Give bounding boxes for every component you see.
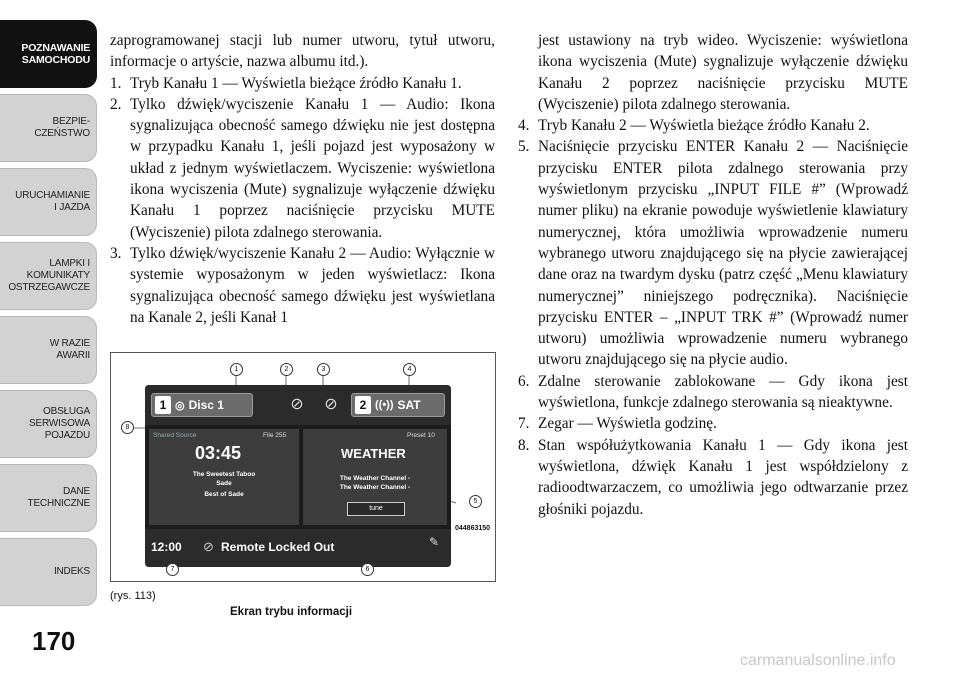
tab-lampki-i-komunikaty[interactable]: LAMPKI I KOMUNIKATY OSTRZEGAWCZE [0,242,97,310]
item-text: Naciśnięcie przycisku ENTER Kanału 2 — Naciśnięcie przycisku ENTER pilota zdalnego sterowania przy wyświetlonym przycisku „INPUT FILE #” (Wprowadź numer pliku) na ekranie powoduje wyświetlenie klawiatury numerycznej, która umożliwia wprowadzenie numeru wybranego utworu znajdującego się na płycie zawierającej dane oraz na twardym dysku (patrz część „Menu klawiatury numerycznej” niniejszego podręcznika). Naciśnięcie przycisku ENTER – „INPUT TRK #” (Wprowadź numer utworu) umożliwia wprowadzenie numeru wybranego utworu znajdującego się na płycie audio. [538,138,908,369]
item-number: 2. [110,95,122,113]
item-number: 7. [518,415,530,433]
left-column [110,30,495,328]
item-text: Tylko dźwięk/wyciszenie Kanału 1 — Audio: Ikona sygnalizująca obecność samego dźwięku nie jest dostępna w przypadku Kanału 1, jeśli pojazd jest wyposażony w układ z jednym wyświetlaczem. Wyciszenie: wyświetlona ikona wyciszenia (Mute) sygnalizuje wyłączenie dźwięku Kanału 1 poprzez naciśnięcie przycisku MUTE (Wyciszenie) pilota zdalnego sterowania. [130,95,495,241]
file-number: File 255 [263,432,287,439]
list-item [110,243,495,328]
song-title: The Sweetest Taboo [192,471,256,478]
item-text: Tylko dźwięk/wyciszenie Kanału 2 — Audio: Wyłącznie w systemie wyposażonym w jeden wyświetlacz: Ikona sygnalizująca obecność samego dźwięku jest wyświetlana na Kanale 2, jeśli Kanał 1 [130,244,495,326]
channel1-number: 1 [155,396,171,414]
tab-uruchamianie-i-jazda[interactable]: URUCHAMIANIE I JAZDA [0,168,97,236]
tab-bezpieczenstwo[interactable]: BEZPIE- CZEŃSTWO [0,94,97,162]
tab-dane-techniczne[interactable]: DANE TECHNICZNE [0,464,97,532]
right-column [518,30,908,520]
list-item [518,136,908,370]
channel1-mute-icon: ⊘ [290,396,304,413]
shared-source-label: Shared Source [153,432,197,439]
channel2-panel [303,429,447,525]
list-item [518,413,908,434]
preset-number: Preset 10 [407,432,435,439]
list-item [518,371,908,414]
channel2-number: 2 [355,396,371,414]
callout-4: 4 [403,363,416,376]
list-item [518,115,908,136]
callout-5: 5 [469,495,482,508]
channel1-mode-button[interactable] [151,393,253,417]
share-status-icon: ✎ [429,535,440,549]
channel2-mute-icon: ⊘ [324,396,338,413]
elapsed-time: 03:45 [195,443,242,463]
display-screen [145,385,451,567]
item-number: 1. [110,74,122,92]
figure-caption: Ekran trybu informacji [230,606,353,618]
channel1-source: Disc 1 [188,398,224,412]
intro-paragraph: zaprogramowanej stacji lub numer utworu, tytuł utworu, informacje o artyście, nazwa albumu itd.). [110,32,495,71]
page-number: 170 [32,626,76,656]
callout-8: 8 [121,421,134,434]
satellite-icon: ((•)) [375,399,394,411]
station-line-2: The Weather Channel - [339,484,411,491]
channel2-mode-button[interactable] [351,393,445,417]
tab-obsluga-serwisowa[interactable]: OBSŁUGA SERWISOWA POJAZDU [0,390,97,458]
item-number: 5. [518,138,530,156]
item-text: Stan współużytkowania Kanału 1 — Gdy ikona jest wyświetlona, dźwięk Kanału 1 jest współdzielony z radioodtwarzaczem, co umożliwia jego odtwarzanie przez głośniki pojazdu. [538,436,908,518]
tab-indeks[interactable]: INDEKS [0,538,97,606]
song-artist: Sade [216,480,232,487]
song-album: Best of Sade [204,491,244,498]
station-name: WEATHER [341,446,406,461]
channel2-source: SAT [397,398,421,412]
part-number: 044863150 [455,525,491,532]
clock: 12:00 [151,540,182,554]
remote-locked-icon: ⊘ [203,539,214,554]
item-text: Tryb Kanału 1 — Wyświetla bieżące źródło Kanału 1. [130,74,462,92]
item-text: Tryb Kanału 2 — Wyświetla bieżące źródło Kanału 2. [538,117,870,135]
item-number: 8. [518,436,530,454]
item-text: Zdalne sterowanie zablokowane — Gdy ikona jest wyświetlona, funkcje zdalnego sterowania są nieaktywne. [538,372,908,412]
list-item [110,73,495,94]
watermark: carmanualsonline.info [740,652,896,669]
callout-3: 3 [317,363,330,376]
callout-7: 7 [166,563,179,576]
remote-locked-text: Remote Locked Out [221,540,335,554]
item-number: 6. [518,372,530,390]
tab-poznawanie-samochodu[interactable]: POZNAWANIE SAMOCHODU [0,20,97,88]
tune-button[interactable]: tune [347,502,405,516]
screen-bottom-bar [145,529,451,567]
list-item [518,435,908,520]
callout-6: 6 [361,563,374,576]
channel1-panel [149,429,299,525]
item-text: Zegar — Wyświetla godzinę. [538,415,717,433]
callout-1: 1 [230,363,243,376]
list-item [110,94,495,243]
item-number: 4. [518,117,530,135]
info-mode-figure [110,352,496,582]
tab-w-razie-awarii[interactable]: W RAZIE AWARII [0,316,97,384]
disc-icon: ◎ [175,399,185,412]
figure-label: (rys. 113) [110,590,156,602]
continuation-paragraph: jest ustawiony na tryb wideo. Wyciszenie: wyświetlona ikona wyciszenia (Mute) sygnalizuje wyłączenie dźwięku Kanału 2 poprzez naciśnięcie przycisku MUTE (Wyciszenie) pilota zdalnego sterowania. [538,32,908,113]
station-line-1: The Weather Channel - [339,475,411,482]
item-number: 3. [110,244,122,262]
callout-2: 2 [280,363,293,376]
